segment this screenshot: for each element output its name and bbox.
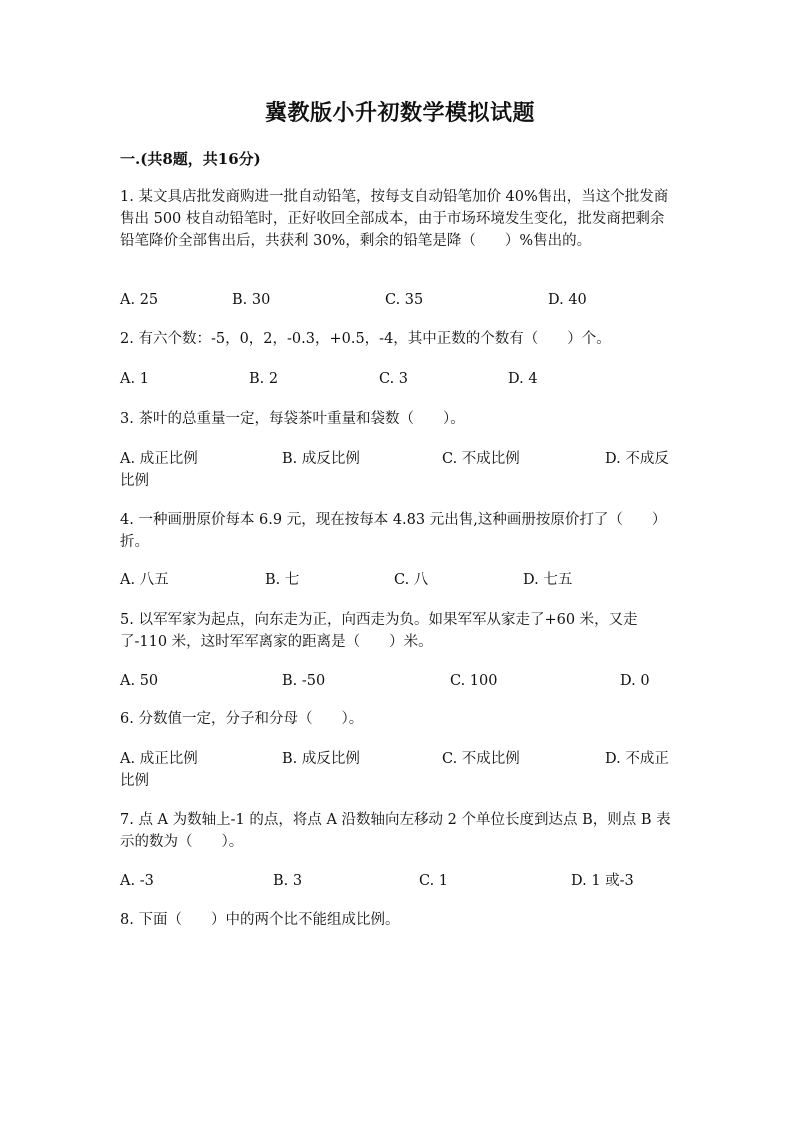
option-c[interactable]: C. 八 — [394, 572, 429, 588]
question-3-option-d-continuation: 比例 — [120, 473, 149, 489]
option-c[interactable]: C. 35 — [385, 292, 424, 308]
option-d[interactable]: D. 0 — [620, 673, 650, 689]
question-5: 5. 以军军家为起点，向东走为正，向西走为负。如果军军从家走了+60 米，又走了-110 米，这时军军离家的距离是（ ）米。 — [120, 612, 638, 650]
option-a[interactable]: A. 25 — [120, 292, 159, 308]
question-7: 7. 点 A 为数轴上-1 的点，将点 A 沿数轴向左移动 2 个单位长度到达点 B，则点 B 表示的数为（ ）。 — [120, 812, 671, 850]
option-c[interactable]: C. 100 — [450, 673, 498, 689]
option-b[interactable]: B. -50 — [282, 673, 326, 689]
option-c[interactable]: C. 不成比例 — [442, 751, 520, 767]
option-b[interactable]: B. 成反比例 — [282, 451, 360, 467]
question-2: 2. 有六个数：-5，0，2，-0.3，+0.5，-4，其中正数的个数有（ ）个。 — [120, 331, 611, 347]
option-d[interactable]: D. 1 或-3 — [571, 873, 634, 889]
question-1-options — [120, 289, 672, 311]
option-d[interactable]: D. 不成正 — [605, 751, 669, 767]
question-4: 4. 一种画册原价每本 6.9 元，现在按每本 4.83 元出售,这种画册按原价打了（ ）折。 — [120, 512, 667, 550]
option-b[interactable]: B. 七 — [265, 572, 300, 588]
question-6-options — [120, 748, 672, 770]
option-a[interactable]: A. 1 — [120, 371, 149, 387]
question-2-options — [120, 368, 672, 390]
option-c[interactable]: C. 3 — [379, 371, 409, 387]
question-3-options — [120, 448, 672, 470]
section-heading: 一.(共8题，共16分) — [120, 150, 261, 168]
option-d[interactable]: D. 40 — [548, 292, 587, 308]
option-c[interactable]: C. 不成比例 — [442, 451, 520, 467]
question-7-options — [120, 870, 672, 892]
question-5-options — [120, 670, 672, 692]
option-b[interactable]: B. 30 — [232, 292, 271, 308]
option-a[interactable]: A. 八五 — [120, 572, 169, 588]
page-title: 冀教版小升初数学模拟试题 — [264, 100, 535, 126]
option-d[interactable]: D. 4 — [508, 371, 538, 387]
option-a[interactable]: A. 成正比例 — [120, 751, 198, 767]
option-b[interactable]: B. 2 — [249, 371, 279, 387]
option-a[interactable]: A. -3 — [120, 873, 154, 889]
option-c[interactable]: C. 1 — [419, 873, 449, 889]
question-1: 1. 某文具店批发商购进一批自动铅笔，按每支自动铅笔加价 40%售出，当这个批发商售出 500 枝自动铅笔时，正好收回全部成本，由于市场环境发生变化，批发商把剩余铅笔降价全部售出后，共获利 30%，剩余的铅笔是降（ ）%售出的。 — [120, 189, 669, 249]
question-4-options — [120, 569, 672, 591]
option-b[interactable]: B. 3 — [273, 873, 303, 889]
question-3: 3. 茶叶的总重量一定，每袋茶叶重量和袋数（ ）。 — [120, 411, 465, 427]
option-d[interactable]: D. 七五 — [523, 572, 573, 588]
question-8: 8. 下面（ ）中的两个比不能组成比例。 — [120, 912, 400, 928]
option-b[interactable]: B. 成反比例 — [282, 751, 360, 767]
option-d[interactable]: D. 不成反 — [605, 451, 669, 467]
question-6-option-d-continuation: 比例 — [120, 773, 149, 789]
question-6: 6. 分数值一定，分子和分母（ ）。 — [120, 711, 364, 727]
option-a[interactable]: A. 50 — [120, 673, 159, 689]
option-a[interactable]: A. 成正比例 — [120, 451, 198, 467]
